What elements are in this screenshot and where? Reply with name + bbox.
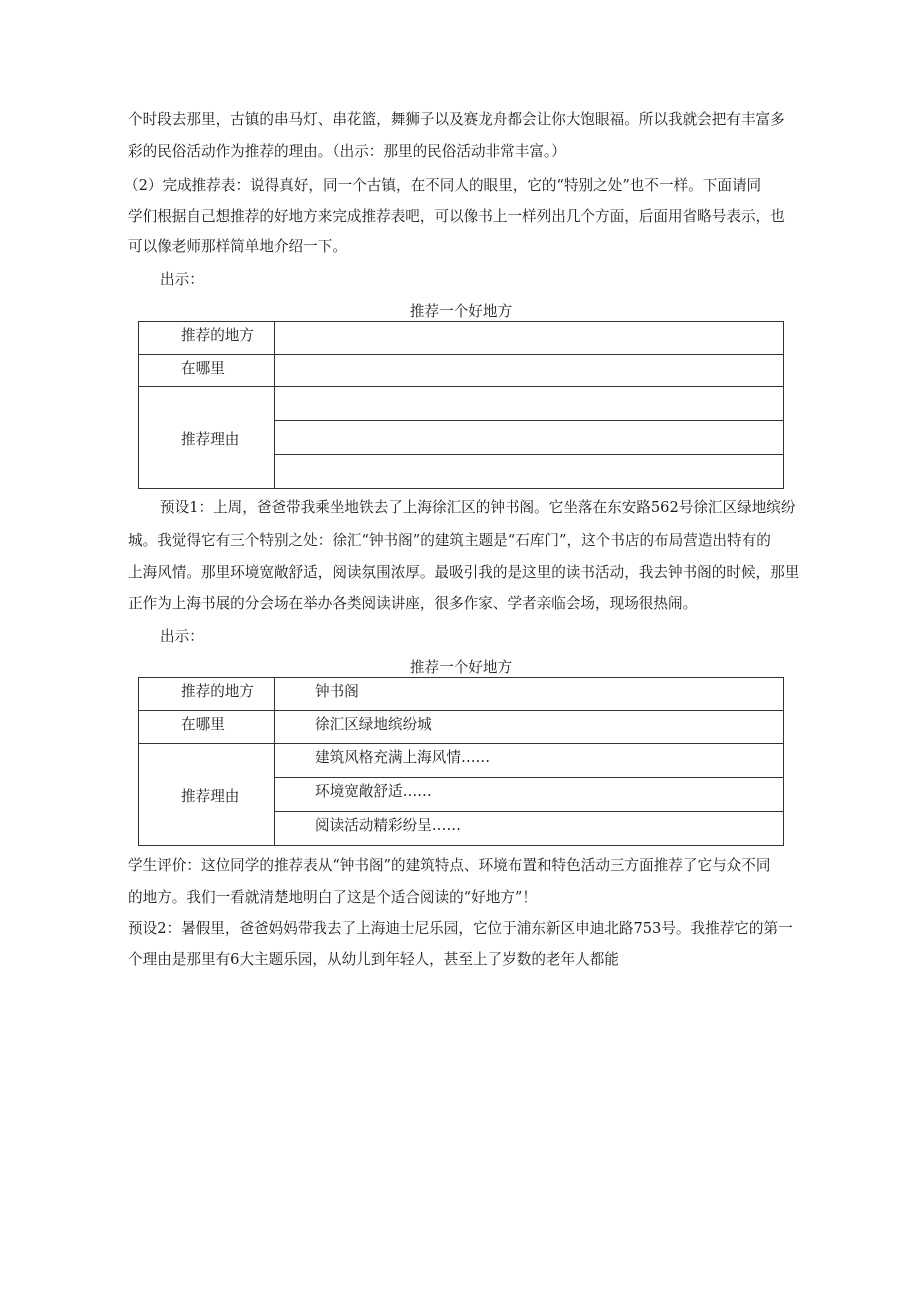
table-value-cell (275, 678, 784, 711)
label-where: 在哪里 (181, 716, 225, 733)
table-empty-cell (275, 322, 784, 355)
recommend-table-filled (138, 677, 784, 846)
table-caption: 推荐一个好地方 (409, 659, 513, 676)
table-label-cell (139, 387, 275, 489)
paragraph-line: 可以像老师那样简单地介绍一下。 (128, 238, 347, 255)
paragraph-line: 学们根据自己想推荐的好地方来完成推荐表吧，可以像书上一样列出几个方面，后面用省略号表示，也 (128, 208, 785, 225)
table-value-cell (275, 744, 784, 778)
table-caption: 推荐一个好地方 (409, 303, 513, 320)
table-empty-cell (275, 455, 784, 489)
label-reason: 推荐理由 (181, 430, 240, 448)
table-label-cell (139, 744, 275, 846)
table-label-cell (139, 711, 275, 744)
recommend-table-blank (138, 321, 784, 489)
table-label-cell (139, 322, 275, 355)
table-value-cell (275, 778, 784, 812)
label-where: 在哪里 (181, 360, 225, 377)
table-value-cell (275, 711, 784, 744)
table-empty-cell (275, 421, 784, 455)
paragraph-line: 城。我觉得它有三个特别之处：徐汇“钟书阁”的建筑主题是“石库门”，这个书店的布局营造出特有的 (128, 532, 771, 549)
paragraph-line: 预设2：暑假里，爸爸妈妈带我去了上海迪士尼乐园，它位于浦东新区申迪北路753号。我推荐它的第一 (128, 920, 793, 937)
label-place: 推荐的地方 (181, 327, 254, 344)
paragraph-line: 彩的民俗活动作为推荐的理由。（出示：那里的民俗活动非常丰富。） (128, 143, 566, 160)
table-label-cell (139, 678, 275, 711)
table-label-cell (139, 355, 275, 387)
table-value-cell (275, 812, 784, 846)
paragraph-line: 的地方。我们一看就清楚地明白了这是个适合阅读的“好地方”！ (128, 889, 537, 906)
value-reason: 阅读活动精彩纷呈…… (315, 817, 461, 834)
table-empty-cell (275, 387, 784, 421)
paragraph-line: 预设1：上周，爸爸带我乘坐地铁去了上海徐汇区的钟书阁。它坐落在东安路562号徐汇区绿地缤纷 (160, 499, 796, 516)
show-label: 出示： (160, 271, 204, 288)
label-place: 推荐的地方 (181, 683, 254, 700)
paragraph-line: 正作为上海书展的分会场在举办各类阅读讲座，很多作家、学者亲临会场，现场很热闹。 (128, 595, 698, 612)
value-place: 钟书阁 (315, 683, 359, 700)
paragraph-line: 上海风情。那里环境宽敞舒适，阅读氛围浓厚。最吸引我的是这里的读书活动，我去钟书阁的时候，那里 (128, 564, 800, 581)
paragraph-line: 个理由是那里有6大主题乐园，从幼儿到年轻人，甚至上了岁数的老年人都能 (128, 951, 619, 968)
table-empty-cell (275, 355, 784, 387)
paragraph-line: 个时段去那里，古镇的串马灯、串花篮，舞狮子以及赛龙舟都会让你大饱眼福。所以我就会把有丰富多 (128, 111, 785, 128)
label-reason: 推荐理由 (181, 787, 240, 805)
show-label: 出示： (160, 628, 204, 645)
paragraph-line: 学生评价：这位同学的推荐表从“钟书阁”的建筑特点、环境布置和特色活动三方面推荐了它与众不同 (128, 857, 771, 874)
value-where: 徐汇区绿地缤纷城 (315, 716, 432, 733)
paragraph-line: （2）完成推荐表：说得真好，同一个古镇，在不同人的眼里，它的“特别之处”也不一样。下面请同 (124, 177, 762, 194)
value-reason: 环境宽敞舒适…… (315, 783, 432, 800)
value-reason: 建筑风格充满上海风情…… (315, 749, 491, 766)
